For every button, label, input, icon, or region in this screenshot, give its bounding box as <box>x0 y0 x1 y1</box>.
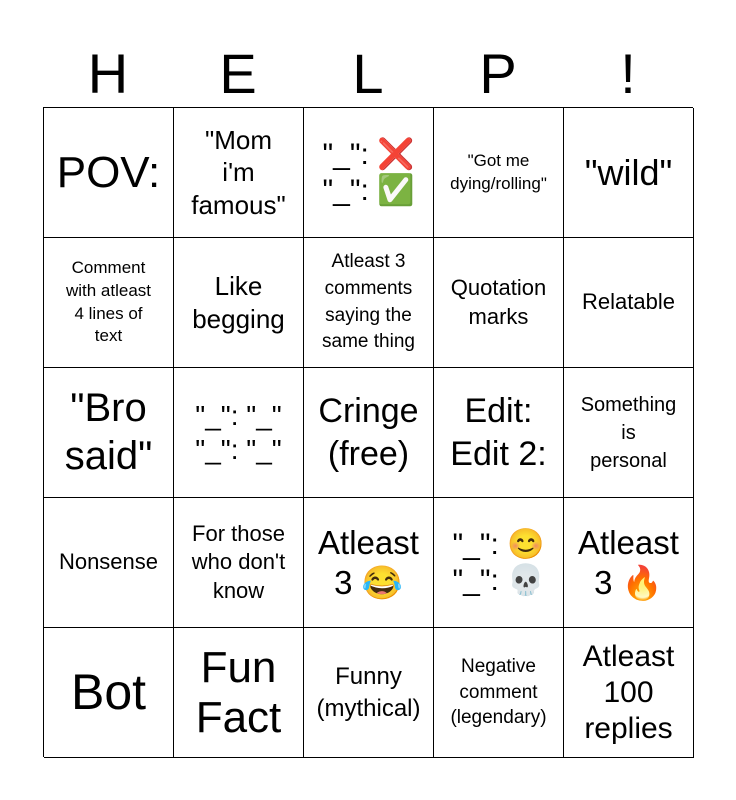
bingo-cell-fun-fact[interactable] <box>174 628 304 758</box>
cell-label: For those who don't know <box>191 520 286 603</box>
cell-label: Bot <box>70 664 147 720</box>
bingo-cell-funny-mythical[interactable] <box>304 628 434 758</box>
bingo-cell-quote-quote[interactable] <box>174 368 304 498</box>
cell-label: "wild" <box>584 152 673 193</box>
header-letter-exclamation: ! <box>620 42 636 105</box>
cell-label: Atleast 3 comments saying the same thing <box>322 251 415 353</box>
cell-label: Atleast 100 replies <box>582 639 675 745</box>
bingo-header <box>43 40 693 108</box>
bingo-cell-wild[interactable] <box>564 108 694 238</box>
bingo-cell-got-me-dying[interactable] <box>434 108 564 238</box>
bingo-cell-smile-skull[interactable] <box>434 498 564 628</box>
cell-label: Relatable <box>582 289 675 315</box>
bingo-cell-cross-check[interactable] <box>304 108 434 238</box>
cell-label: "_": 😊 "_": 💀 <box>452 527 545 597</box>
bingo-cell-atleast-3-fire[interactable] <box>564 498 694 628</box>
cell-label: Negative comment (legendary) <box>450 656 547 729</box>
cell-label: "_": ❌ "_": ✅ <box>322 137 415 207</box>
cell-label: "Got me dying/rolling" <box>450 150 547 193</box>
bingo-cell-edit[interactable] <box>434 368 564 498</box>
header-letter-h: H <box>87 42 129 105</box>
cell-label: Edit: Edit 2: <box>450 392 547 473</box>
bingo-cell-bot[interactable] <box>44 628 174 758</box>
cell-label: "Mom i'm famous" <box>191 124 286 220</box>
cell-label: "Bro said" <box>64 386 153 478</box>
cell-label: Like begging <box>192 271 285 334</box>
cell-label: Atleast 3 🔥 <box>578 523 679 601</box>
header-letter-p: P <box>479 42 517 105</box>
header-letter-l: L <box>352 42 384 105</box>
bingo-cell-pov[interactable] <box>44 108 174 238</box>
cell-label: POV: <box>56 147 161 197</box>
bingo-cell-something-personal[interactable] <box>564 368 694 498</box>
cell-label: Nonsense <box>58 549 159 575</box>
bingo-cell-nonsense[interactable] <box>44 498 174 628</box>
cell-label: Something is personal <box>580 393 677 472</box>
bingo-cell-for-those-who-dont-know[interactable] <box>174 498 304 628</box>
bingo-cell-quotation-marks[interactable] <box>434 238 564 368</box>
bingo-cell-relatable[interactable] <box>564 238 694 368</box>
cell-label: Comment with atleast 4 lines of text <box>65 257 152 346</box>
bingo-cell-atleast-100-replies[interactable] <box>564 628 694 758</box>
cell-label: Funny (mythical) <box>316 663 421 722</box>
cell-label: Quotation marks <box>450 274 547 329</box>
header-letter-e: E <box>219 42 257 105</box>
bingo-board <box>43 107 693 757</box>
bingo-cell-bro-said[interactable] <box>44 368 174 498</box>
bingo-cell-same-thing[interactable] <box>304 238 434 368</box>
cell-label: Atleast 3 😂 <box>318 523 419 601</box>
cell-label: Cringe (free) <box>318 392 419 473</box>
bingo-cell-cringe-free[interactable] <box>304 368 434 498</box>
bingo-cell-like-begging[interactable] <box>174 238 304 368</box>
cell-label: Fun Fact <box>195 643 282 742</box>
bingo-cell-mom-im-famous[interactable] <box>174 108 304 238</box>
bingo-cell-negative-comment[interactable] <box>434 628 564 758</box>
bingo-cell-four-lines[interactable] <box>44 238 174 368</box>
bingo-cell-atleast-3-laughing[interactable] <box>304 498 434 628</box>
cell-label: "_": "_" "_": "_" <box>195 399 282 465</box>
